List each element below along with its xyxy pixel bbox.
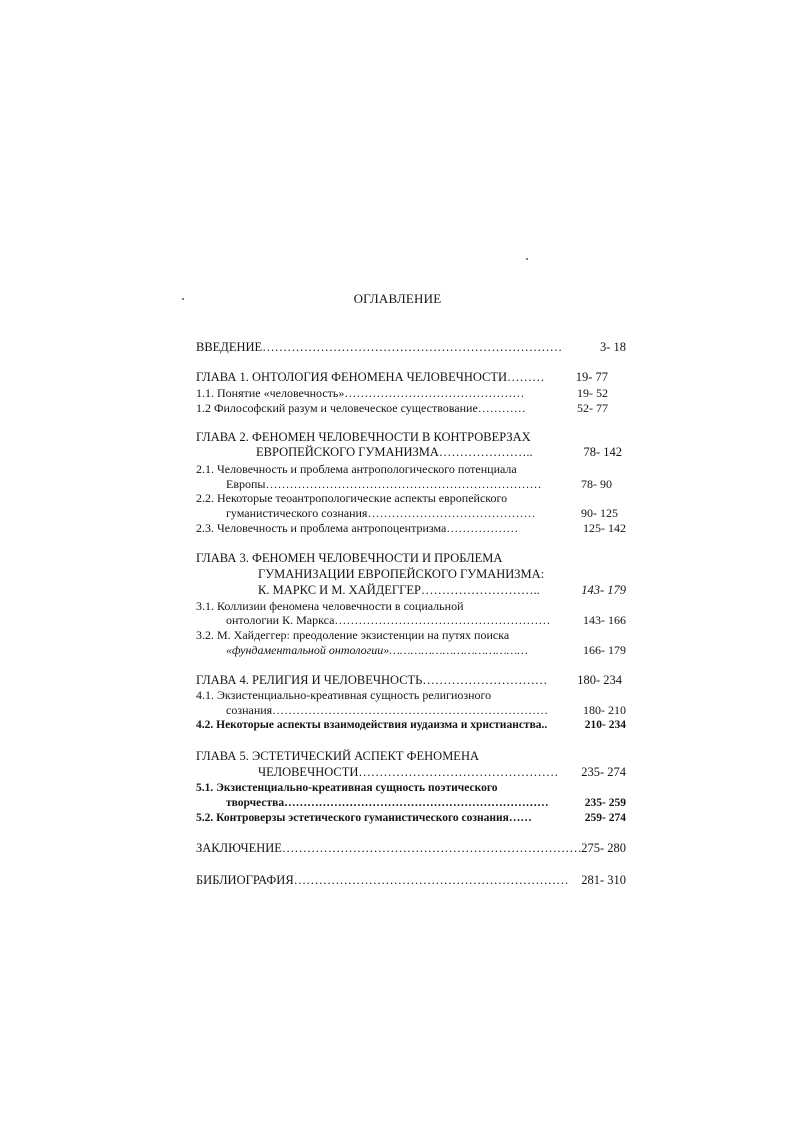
toc-entry-label: 4.2. Некоторые аспекты взаимодействия иудаизма и христианства.. [196,719,548,731]
toc-entry-label: ГУМАНИЗАЦИИ ЕВРОПЕЙСКОГО ГУМАНИЗМА: [258,567,545,581]
toc-entry-page: 275- 280 [581,841,626,855]
toc-entry-page: 259- 274 [584,812,626,824]
toc-entry-page: 235- 259 [584,797,626,809]
toc-entry-chapter-5-line1[interactable] [196,749,626,764]
toc-entry-label: «фундаментальной онтологии»………………………………… [226,643,528,657]
toc-entry-page: 281- 310 [581,873,626,887]
toc-entry-2-3[interactable] [196,521,626,536]
toc-entry-label: ГЛАВА 2. ФЕНОМЕН ЧЕЛОВЕЧНОСТИ В КОНТРОВЕРЗАХ [196,430,531,444]
scan-speck [182,298,184,300]
toc-entry-intro[interactable] [196,340,626,355]
toc-entry-label: 5.1. Экзистенциально-креативная сущность поэтического [196,782,498,794]
toc-entry-1-2[interactable] [196,401,626,416]
toc-entry-2-1-line1[interactable] [196,462,626,477]
toc-entry-5-2[interactable] [196,811,626,826]
toc-entry-label: 1.2 Философский разум и человеческое существование………… [196,401,526,415]
toc-entry-chapter-2-line2[interactable] [196,445,626,460]
toc-entry-4-1-line2[interactable] [196,703,626,718]
toc-entry-page: 210- 234 [584,719,626,731]
toc-entry-label: ЕВРОПЕЙСКОГО ГУМАНИЗМА………………….. [256,445,533,459]
toc-entry-page: 3- 18 [599,340,626,354]
toc-entry-label: 3.1. Коллизии феномена человечности в социальной [196,599,464,613]
toc-entry-label: К. МАРКС И М. ХАЙДЕГГЕР……………………….. [258,583,540,597]
toc-entry-3-1-line2[interactable] [196,613,626,628]
toc-entry-label: Европы…………………………………………………………… [226,477,542,491]
toc-entry-chapter-1[interactable] [196,370,626,385]
toc-entry-page: 78- 142 [583,445,622,459]
toc-entry-chapter-2-line1[interactable] [196,430,626,445]
toc-entry-page: 235- 274 [581,765,626,779]
toc-entry-chapter-3-line3[interactable] [196,583,626,598]
toc-entry-chapter-3-line1[interactable] [196,551,626,566]
toc-entry-label: творчества…………………………………………………………… [226,797,549,809]
toc-entry-3-2-line1[interactable] [196,628,626,643]
toc-entry-chapter-5-line2[interactable] [196,765,626,780]
toc-entry-page: 90- 125 [581,506,618,520]
toc-entry-3-1-line1[interactable] [196,599,626,614]
toc-entry-4-2[interactable] [196,718,626,733]
toc-entry-bibliography[interactable] [196,873,626,888]
toc-entry-page: 166- 179 [583,643,626,657]
toc-entry-label: ГЛАВА 4. РЕЛИГИЯ И ЧЕЛОВЕЧНОСТЬ………………………… [196,673,548,687]
toc-entry-4-1-line1[interactable] [196,688,626,703]
toc-entry-label: гуманистического сознания…………………………………… [226,506,536,520]
toc-entry-3-2-line2[interactable] [196,643,626,658]
toc-entry-label: 2.1. Человечность и проблема антропологического потенциала [196,462,517,476]
toc-entry-label: 4.1. Экзистенциально-креативная сущность религиозного [196,688,492,702]
toc-entry-label: 5.2. Контроверзы эстетического гуманистического сознания…… [196,812,532,824]
toc-entry-label: ГЛАВА 5. ЭСТЕТИЧЕСКИЙ АСПЕКТ ФЕНОМЕНА [196,749,480,763]
toc-entry-label: ЧЕЛОВЕЧНОСТИ………………………………………… [258,765,559,779]
toc-entry-page: 180- 234 [577,673,622,687]
toc-entry-1-1[interactable] [196,386,626,401]
toc-entry-label: сознания…………………………………………………………… [226,703,549,717]
toc-entry-label: ЗАКЛЮЧЕНИЕ……………………………………………………………… [196,841,582,855]
toc-entry-page: 19- 77 [575,370,608,384]
toc-entry-page: 180- 210 [583,703,626,717]
toc-title: ОГЛАВЛЕНИЕ [353,291,442,306]
toc-entry-label: 2.2. Некоторые теоантропологические аспекты европейского [196,491,508,505]
toc-entry-page: 52- 77 [577,401,608,415]
toc-entry-page: 78- 90 [581,477,612,491]
toc-entry-2-2-line1[interactable] [196,491,626,506]
toc-entry-label: БИБЛИОГРАФИЯ………………………………………………………… [196,873,569,887]
toc-entry-label: ВВЕДЕНИЕ……………………………………………………………… [196,340,563,354]
toc-entry-conclusion[interactable] [196,841,626,856]
toc-entry-page: 143- 179 [581,583,626,597]
toc-entry-5-1-line2[interactable] [196,796,626,811]
toc-entry-2-1-line2[interactable] [196,477,626,492]
toc-entry-label: онтологии К. Маркса……………………………………………… [226,613,551,627]
toc-entry-page: 19- 52 [577,386,608,400]
toc-entry-label: 1.1. Понятие «человечность»……………………………………… [196,386,525,400]
toc-entry-chapter-4[interactable] [196,673,626,688]
toc-entry-2-2-line2[interactable] [196,506,626,521]
toc-entry-label: 2.3. Человечность и проблема антропоцентризма……………… [196,521,519,535]
toc-entry-5-1-line1[interactable] [196,781,626,796]
toc-entry-page: 143- 166 [583,613,626,627]
toc-entry-page: 125- 142 [583,521,626,535]
toc-entry-label: ГЛАВА 1. ОНТОЛОГИЯ ФЕНОМЕНА ЧЕЛОВЕЧНОСТИ……… [196,370,545,384]
scan-speck [526,258,528,260]
toc-entry-label: ГЛАВА 3. ФЕНОМЕН ЧЕЛОВЕЧНОСТИ И ПРОБЛЕМА [196,551,503,565]
toc-entry-label: 3.2. М. Хайдеггер: преодоление экзистенции на путях поиска [196,628,510,642]
toc-entry-chapter-3-line2[interactable] [196,567,626,582]
